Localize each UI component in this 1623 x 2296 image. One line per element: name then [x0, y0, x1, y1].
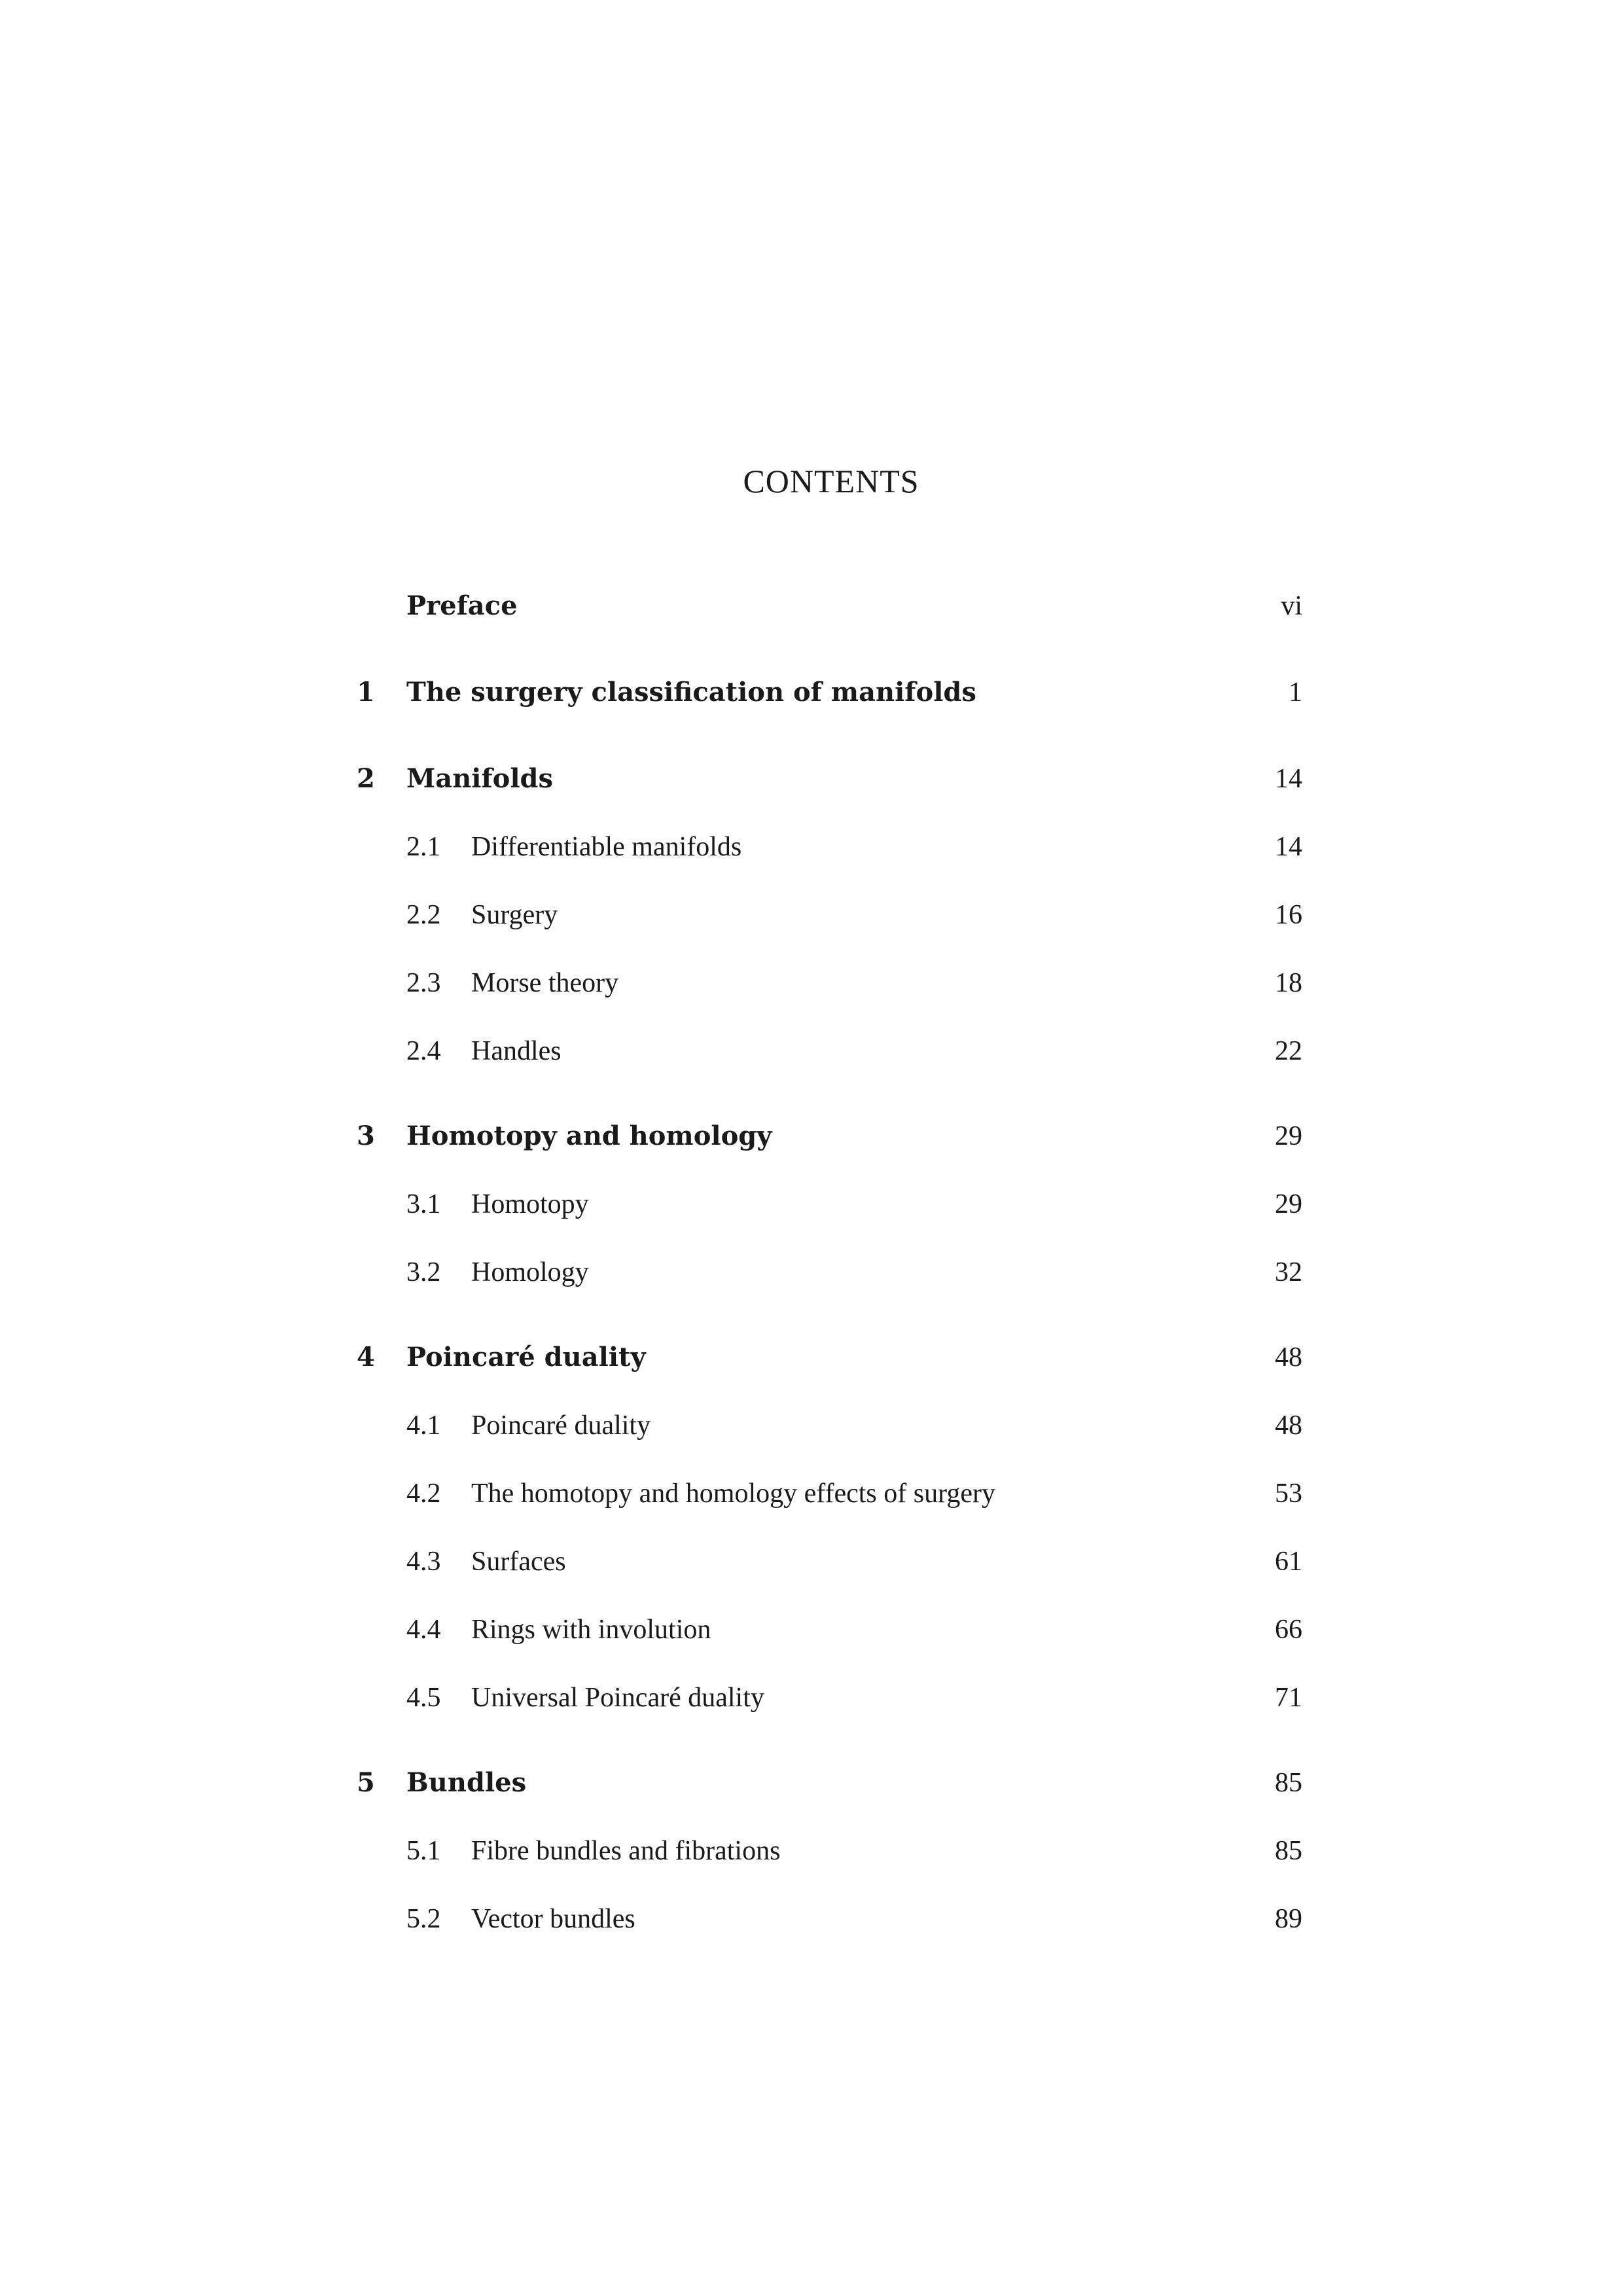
toc-entry-section-2-2[interactable]: [0, 895, 1623, 935]
entry-page: 71: [1275, 1683, 1302, 1713]
entry-number: 2.3: [406, 968, 441, 998]
entry-page: 16: [1275, 900, 1302, 930]
toc-entry-section-5-1[interactable]: [0, 1831, 1623, 1871]
entry-title: Rings with involution: [471, 1615, 711, 1645]
toc-entry-section-4-5[interactable]: [0, 1678, 1623, 1717]
entry-title: The homotopy and homology effects of surgery: [471, 1479, 995, 1509]
entry-title: Poincaré duality: [406, 1342, 646, 1372]
entry-page: 29: [1275, 1121, 1302, 1151]
entry-number: 2.1: [406, 832, 441, 862]
toc-entry-section-4-2[interactable]: [0, 1474, 1623, 1513]
entry-title: Preface: [406, 590, 518, 621]
entry-number: 5.2: [406, 1904, 441, 1934]
entry-page: 85: [1275, 1768, 1302, 1798]
entry-title: Surfaces: [471, 1547, 566, 1577]
entry-title: Poincaré duality: [471, 1410, 651, 1441]
entry-page: 18: [1275, 968, 1302, 998]
entry-page: 22: [1275, 1036, 1302, 1066]
entry-page: 53: [1275, 1479, 1302, 1509]
entry-page: 66: [1275, 1615, 1302, 1645]
entry-number: 4.1: [406, 1410, 441, 1441]
entry-number: 4.4: [406, 1615, 441, 1645]
entry-title: Homotopy: [471, 1189, 589, 1219]
entry-page: 14: [1275, 764, 1302, 794]
toc-entry-chapter-3[interactable]: [0, 1117, 1623, 1156]
entry-title: Fibre bundles and fibrations: [471, 1836, 781, 1866]
entry-title: Homology: [471, 1257, 589, 1287]
toc-entry-section-4-1[interactable]: [0, 1406, 1623, 1445]
toc-entry-chapter-1[interactable]: [0, 673, 1623, 712]
entry-page: vi: [1281, 591, 1302, 621]
entry-page: 48: [1275, 1410, 1302, 1441]
entry-title: Morse theory: [471, 968, 619, 998]
entry-number: 1: [357, 677, 375, 708]
toc-entry-chapter-2[interactable]: [0, 759, 1623, 798]
entry-page: 89: [1275, 1904, 1302, 1934]
toc-entry-section-2-3[interactable]: [0, 963, 1623, 1003]
entry-title: The surgery classification of manifolds: [406, 677, 976, 708]
entry-title: Handles: [471, 1036, 562, 1066]
entry-page: 32: [1275, 1257, 1302, 1287]
toc-entry-preface[interactable]: [0, 586, 1623, 626]
entry-title: Bundles: [406, 1767, 527, 1798]
toc-entry-section-4-4[interactable]: [0, 1610, 1623, 1649]
toc-entry-chapter-4[interactable]: [0, 1338, 1623, 1377]
entry-page: 29: [1275, 1189, 1302, 1219]
entry-number: 4.5: [406, 1683, 441, 1713]
entry-title: Universal Poincaré duality: [471, 1683, 764, 1713]
entry-number: 4.2: [406, 1479, 441, 1509]
toc-entry-section-4-3[interactable]: [0, 1542, 1623, 1581]
toc-entry-section-3-1[interactable]: [0, 1185, 1623, 1224]
entry-title: Vector bundles: [471, 1904, 635, 1934]
entry-title: Manifolds: [406, 763, 554, 794]
entry-number: 4: [357, 1342, 375, 1372]
entry-title: Surgery: [471, 900, 558, 930]
entry-page: 85: [1275, 1836, 1302, 1866]
entry-number: 5: [357, 1767, 375, 1798]
toc-entry-section-2-1[interactable]: [0, 827, 1623, 867]
entry-number: 3: [357, 1121, 375, 1151]
entry-number: 2.2: [406, 900, 441, 930]
entry-page: 14: [1275, 832, 1302, 862]
entry-page: 61: [1275, 1547, 1302, 1577]
page-title: CONTENTS: [743, 463, 919, 499]
entry-page: 1: [1289, 677, 1302, 708]
toc-entry-section-3-2[interactable]: [0, 1253, 1623, 1292]
toc-entry-chapter-5[interactable]: [0, 1763, 1623, 1803]
entry-number: 4.3: [406, 1547, 441, 1577]
entry-title: Differentiable manifolds: [471, 832, 742, 862]
entry-number: 3.2: [406, 1257, 441, 1287]
entry-title: Homotopy and homology: [406, 1121, 772, 1151]
entry-number: 2: [357, 763, 375, 794]
entry-number: 3.1: [406, 1189, 441, 1219]
entry-page: 48: [1275, 1342, 1302, 1372]
toc-entry-section-2-4[interactable]: [0, 1031, 1623, 1071]
toc-entry-section-5-2[interactable]: [0, 1899, 1623, 1939]
entry-number: 5.1: [406, 1836, 441, 1866]
entry-number: 2.4: [406, 1036, 441, 1066]
